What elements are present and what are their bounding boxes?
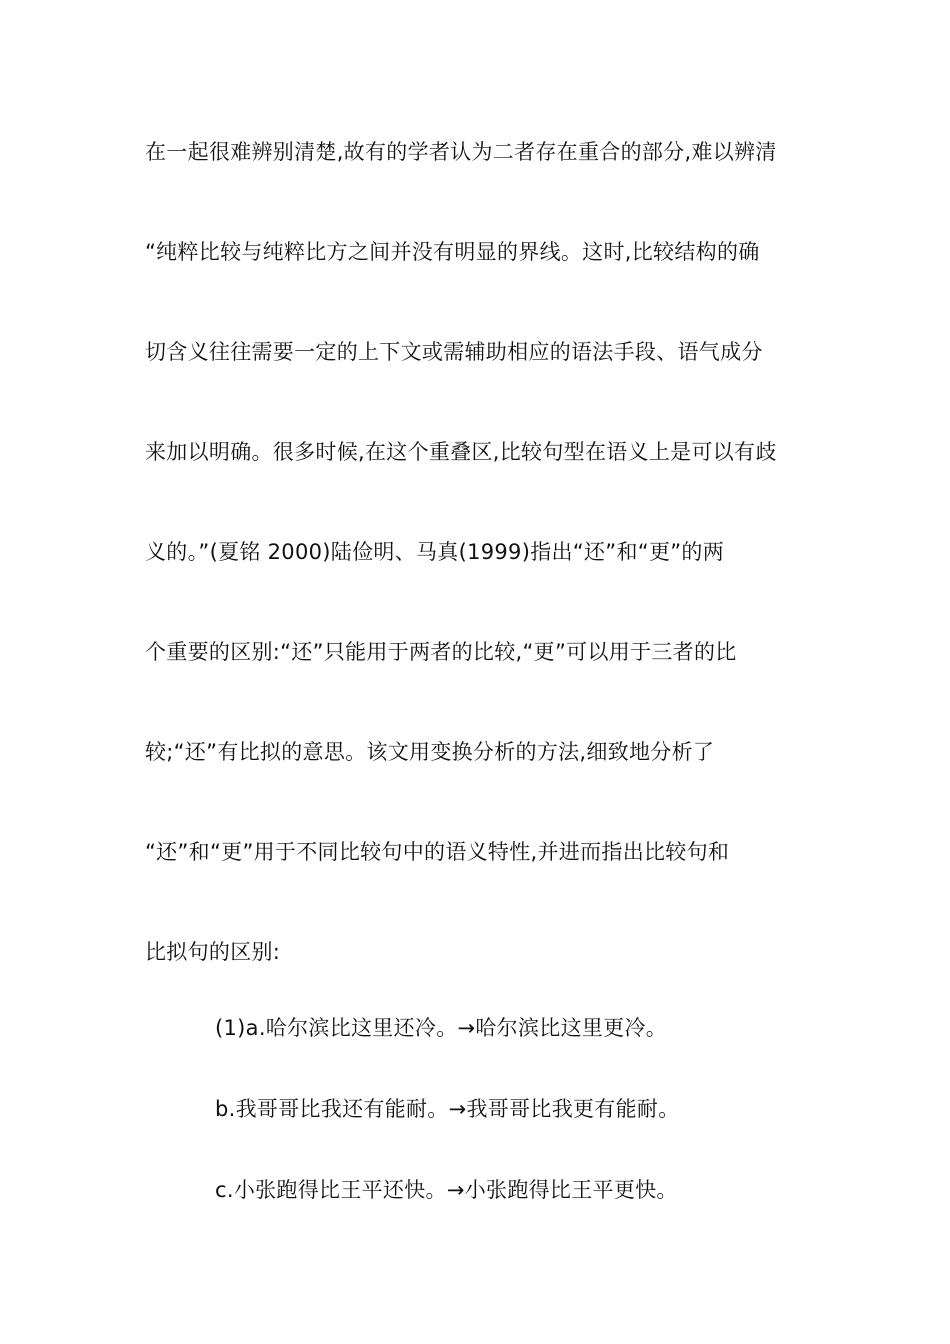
text-line: 在一起很难辨别清楚,故有的学者认为二者存在重合的部分,难以辨清 (145, 140, 777, 164)
text-line: “纯粹比较与纯粹比方之间并没有明显的界线。这时,比较结构的确 (145, 240, 760, 264)
body-paragraph (145, 128, 810, 1028)
text-line: 来加以明确。很多时候,在这个重叠区,比较句型在语义上是可以有歧 (145, 440, 777, 464)
example-item: c.小张跑得比王平还快。→小张跑得比王平更快。 (215, 1178, 678, 1202)
text-line: 个重要的区别:“还”只能用于两者的比较,“更”可以用于三者的比 (145, 640, 737, 664)
text-line: 比拟句的区别: (145, 940, 281, 964)
text-line: 较;“还”有比拟的意思。该文用变换分析的方法,细致地分析了 (145, 740, 715, 764)
text-line: 切含义往往需要一定的上下文或需辅助相应的语法手段、语气成分 (145, 340, 763, 364)
example-item: b.我哥哥比我还有能耐。→我哥哥比我更有能耐。 (215, 1097, 680, 1121)
text-line: “还”和“更”用于不同比较句中的语义特性,并进而指出比较句和 (145, 840, 730, 864)
text-line: 义的。”(夏铭 2000)陆俭明、马真(1999)指出“还”和“更”的两 (145, 540, 725, 564)
example-item: (1)a.哈尔滨比这里还冷。→哈尔滨比这里更冷。 (215, 1016, 668, 1040)
example-list (215, 1006, 815, 1249)
